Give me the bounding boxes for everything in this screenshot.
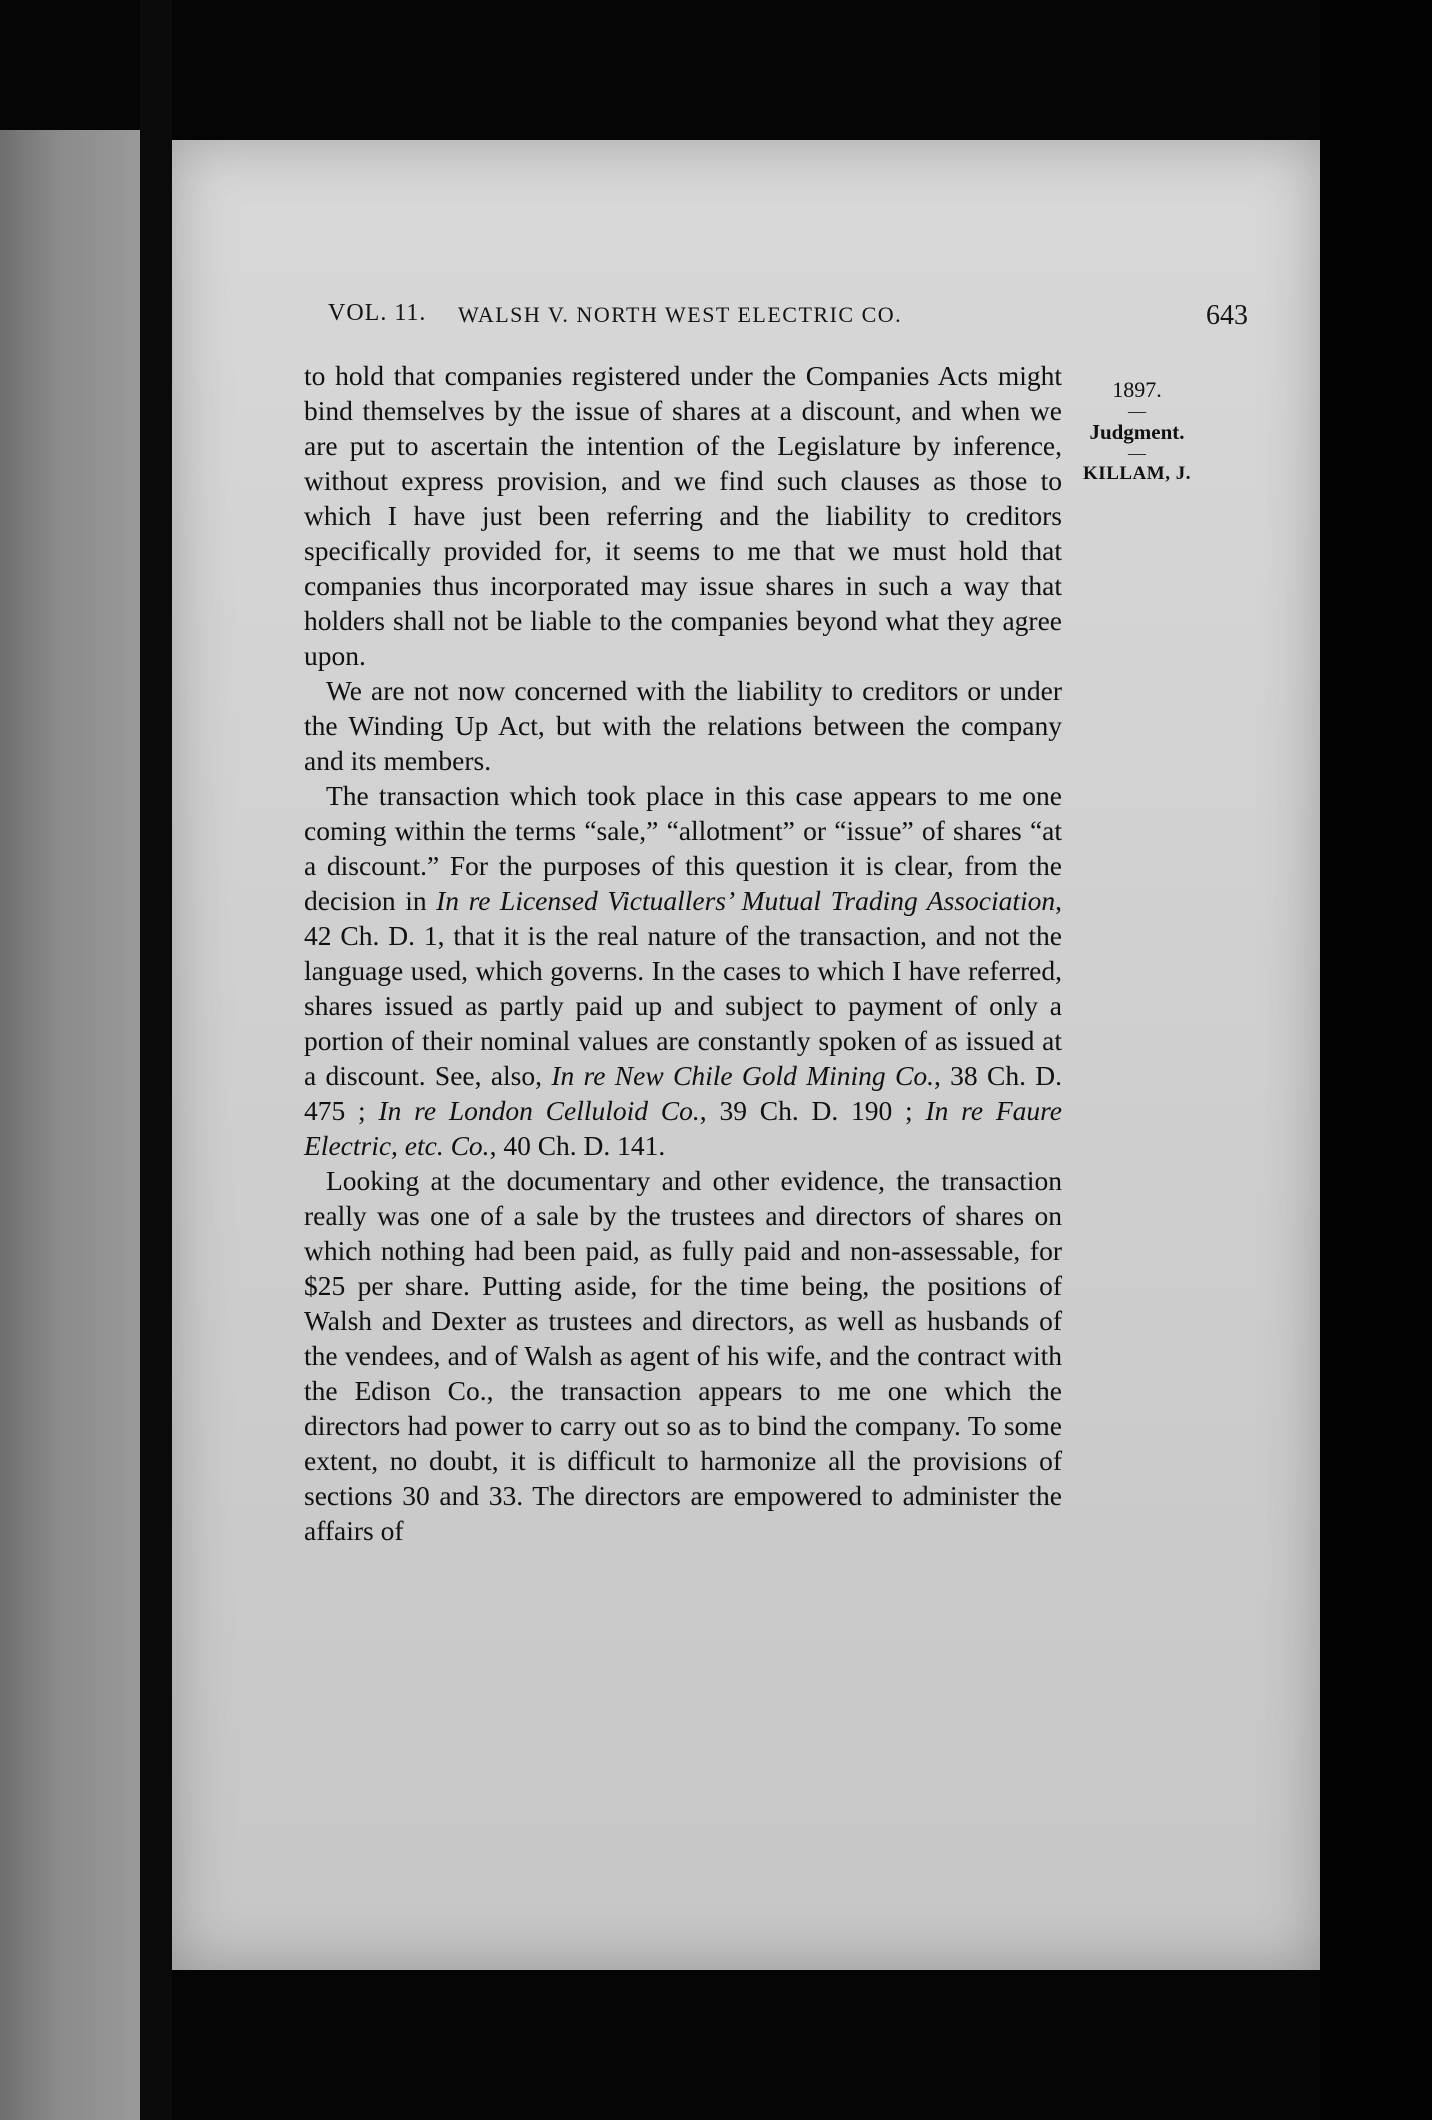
margin-notes: [1072, 376, 1202, 488]
volume-label: VOL. 11.: [328, 300, 427, 326]
paragraph-2: We are not now concerned with the liability to creditors or under the Winding Up Act, but with the relations between the company and its members.: [304, 675, 1062, 776]
margin-rule-2: —: [1128, 443, 1146, 463]
paragraph-1: to hold that companies registered under the Companies Acts might bind themselves by the issue of shares at a discount, and when we are put to ascertain the intention of the Legislature by inference, without express provision, and we find such clauses as those to which I have just been referring and the liability to creditors specifically provided for, it seems to me that we must hold that companies thus incorporated may issue shares in such a way that holders shall not be liable to the companies beyond what they agree upon.: [304, 360, 1062, 671]
page-number: 643: [1206, 300, 1248, 331]
paragraph-3-text-e: , 40 Ch. D. 141.: [489, 1130, 666, 1161]
body-text: [304, 358, 1062, 1548]
scan-border: [1320, 0, 1432, 2120]
paragraph-3: [304, 778, 1062, 1163]
book-gutter: [140, 0, 172, 2120]
running-header: [328, 300, 1248, 350]
paragraph-3-text-b: , 42 Ch. D. 1, that it is the real nature of the transaction, and not the language used, which governs. In the cases to which I have referred, shares issued as partly paid up and subject to payment of only a portion of their nominal values are constantly spoken of as issued at a discount. See, also,: [304, 885, 1062, 1091]
margin-rule: —: [1128, 401, 1146, 421]
running-title: WALSH V. NORTH WEST ELECTRIC CO.: [458, 302, 903, 327]
case-citation-faure-electric: In re Faure Electric, etc. Co.: [304, 1095, 1063, 1161]
case-citation-licensed-victuallers: In re Licensed Victuallers’ Mutual Trading Association: [436, 885, 1056, 916]
paragraph-4: Looking at the documentary and other evidence, the transaction really was one of a sale by the trustees and directors of shares on which nothing had been paid, as fully paid and non-assessable, for $25 per share. Putting aside, for the time being, the positions of Walsh and Dexter as trustees and directors, as well as husbands of the vendees, and of Walsh as agent of his wife, and the contract with the Edison Co., the transaction appears to me one which the directors had power to carry out so as to bind the company. To some extent, no doubt, it is difficult to harmonize all the provisions of sections 30 and 33. The directors are empowered to administer the affairs of: [304, 1165, 1062, 1546]
margin-year: 1897.: [1112, 377, 1162, 402]
margin-judge: KILLAM, J.: [1083, 463, 1191, 484]
book-page: [172, 140, 1320, 1970]
case-citation-new-chile: In re New Chile Gold Mining Co.: [551, 1060, 934, 1091]
paragraph-3-text-d: , 39 Ch. D. 190 ;: [699, 1095, 926, 1126]
margin-section: Judgment.: [1089, 420, 1185, 444]
paragraph-3-text-c: , 38 Ch. D. 475 ;: [304, 1060, 1063, 1126]
facing-page-edge: [0, 130, 140, 2120]
paragraph-3-text-a: The transaction which took place in this case appears to me one coming within the terms “sale,” “allotment” or “issue” of shares “at a discount.” For the purposes of this question it is clear, from the decision in: [304, 780, 1062, 916]
case-citation-london-celluloid: In re London Celluloid Co.: [378, 1095, 700, 1126]
